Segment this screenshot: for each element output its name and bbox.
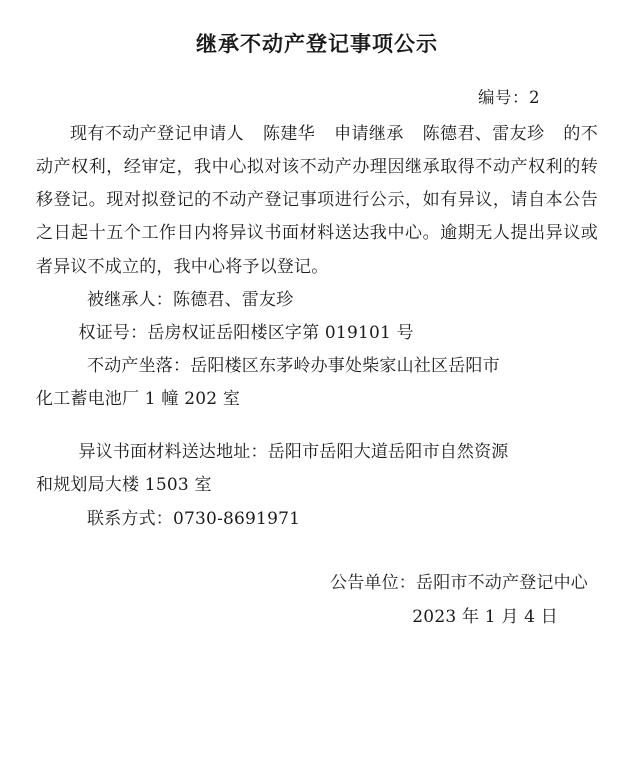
signature-block (36, 566, 598, 634)
field-certificate-label: 权证号： (78, 322, 148, 343)
field-decedent-label: 被继承人： (87, 289, 173, 310)
issuer-label: 公告单位： (330, 572, 416, 593)
field-decedent-value: 陈德君、雷友珍 (173, 289, 294, 310)
issuer-value: 岳阳市不动产登记中心 (416, 572, 588, 593)
field-objection-address (36, 436, 598, 469)
document-page (0, 28, 634, 768)
main-paragraph (36, 118, 598, 284)
field-contact (36, 503, 598, 536)
field-location-value: 岳阳楼区东茅岭办事处柴家山社区岳阳市 (190, 355, 500, 376)
field-contact-label: 联系方式： (87, 508, 173, 529)
document-number-value: 2 (529, 88, 540, 107)
paragraph-part2: 申请继承 (333, 124, 404, 144)
applicant-name: 陈建华 (262, 124, 316, 144)
heirs-inline: 陈德君、雷友珍 (422, 124, 545, 144)
document-number (36, 84, 598, 108)
field-objection-address-label: 异议书面材料送达地址： (78, 442, 268, 463)
field-certificate-value: 岳房权证岳阳楼区字第 019101 号 (147, 322, 414, 343)
issuer-line (36, 566, 598, 600)
field-location-label: 不动产坐落： (87, 355, 191, 376)
field-location-continued: 化工蓄电池厂 1 幢 202 室 (36, 389, 241, 410)
field-location (36, 350, 598, 383)
page-title: 继承不动产登记事项公示 (196, 32, 438, 56)
field-contact-value: 0730-8691971 (173, 508, 301, 529)
field-decedent (36, 284, 598, 317)
field-certificate (36, 317, 598, 350)
field-objection-address-value: 岳阳市岳阳大道岳阳市自然资源 (267, 442, 509, 463)
paragraph-part1: 现有不动产登记申请人 (70, 124, 245, 144)
paragraph-part3: 的不动产权利，经审定，我中心拟对该不动产办理因继承取得不动产权利的转移登记。现对拟登记的不动产登记事项进行公示，如有异议，请自本公告之日起十五个工作日内将异议书面材料送达我中心。逾期无人提出异议或者异议不成立的，我中心将予以登记。 (36, 124, 598, 277)
issue-date: 2023 年 1 月 4 日 (412, 606, 558, 627)
field-objection-address-continued: 和规划局大楼 1503 室 (36, 475, 212, 496)
document-number-label: 编号： (478, 88, 529, 107)
